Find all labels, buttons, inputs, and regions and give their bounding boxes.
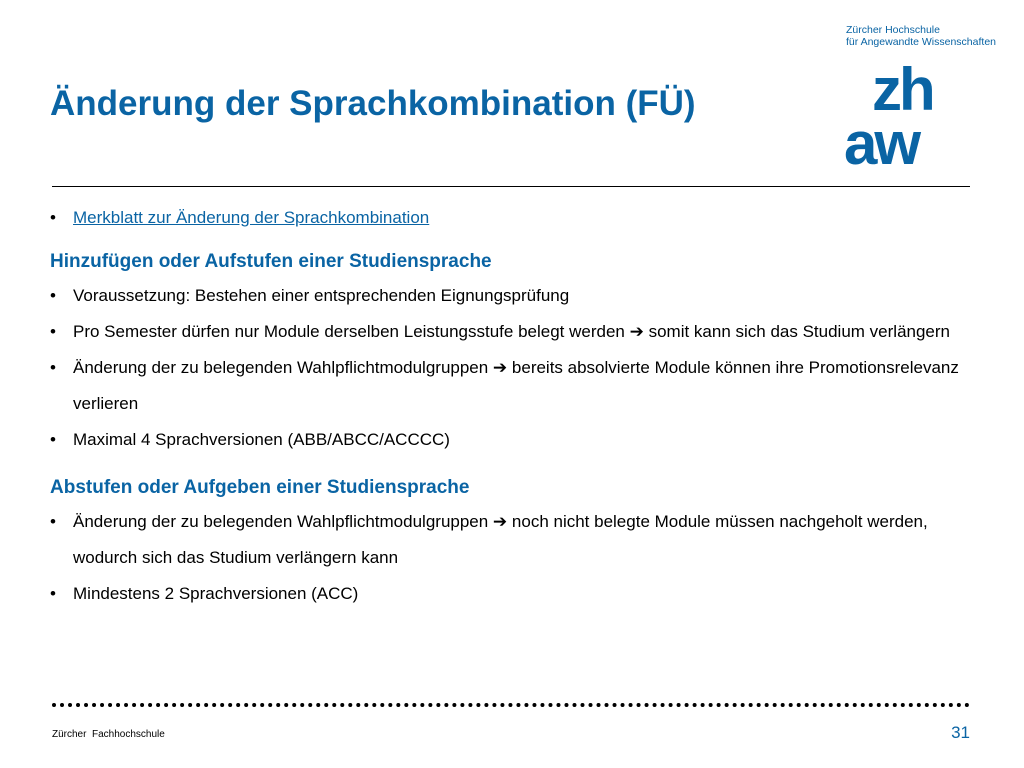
- logo-subtitle-line2: für Angewandte Wissenschaften: [846, 36, 997, 48]
- list-item: • Pro Semester dürfen nur Module derselben Leistungsstufe belegt werden ➔ somit kann sich das Studium verlängern: [50, 314, 970, 350]
- section2-heading: Abstufen oder Aufgeben einer Studiensprache: [50, 477, 470, 498]
- logo-subtitle: [846, 24, 996, 48]
- logo-wordmark-line1: zh: [872, 56, 933, 123]
- list-item: • Änderung der zu belegenden Wahlpflichtmodulgruppen ➔ noch nicht belegte Module müssen nachgeholt werden, wodurch sich das Studium verlängern kann: [50, 504, 970, 576]
- page-number: 31: [951, 723, 970, 742]
- list-item: • Voraussetzung: Bestehen einer entsprechenden Eignungsprüfung: [50, 278, 970, 314]
- title-divider: [52, 186, 970, 187]
- zhaw-logo: [842, 56, 954, 177]
- list-item: • Änderung der zu belegenden Wahlpflichtmodulgruppen ➔ bereits absolvierte Module können ihre Promotionsrelevanz verlieren: [50, 350, 970, 422]
- slide-title: Änderung der Sprachkombination (FÜ): [50, 84, 696, 123]
- list-item: • Maximal 4 Sprachversionen (ABB/ABCC/ACCCC): [50, 422, 970, 458]
- footer-institution: Zürcher Fachhochschule: [52, 729, 165, 740]
- logo-wordmark-line2: aw: [844, 110, 919, 177]
- slide-content: [50, 200, 970, 612]
- merkblatt-link[interactable]: Merkblatt zur Änderung der Sprachkombination: [73, 208, 430, 227]
- list-item: • Mindestens 2 Sprachversionen (ACC): [50, 576, 970, 612]
- footer-divider: [52, 703, 970, 707]
- logo-subtitle-line1: Zürcher Hochschule: [846, 24, 940, 36]
- link-bullet: [50, 200, 970, 236]
- section1-heading: Hinzufügen oder Aufstufen einer Studiensprache: [50, 251, 492, 272]
